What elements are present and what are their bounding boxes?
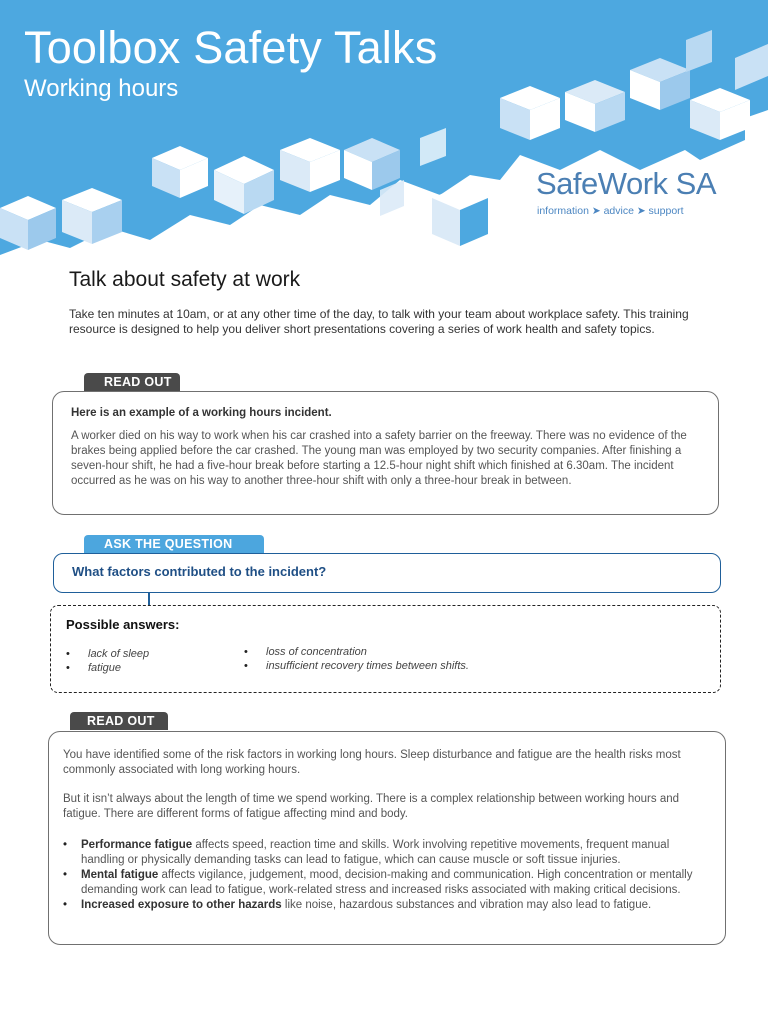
read-out-box-incident: [52, 391, 719, 515]
bullet-term: Mental fatigue: [81, 869, 159, 881]
safework-logo: [536, 166, 716, 217]
question-connector: [148, 592, 150, 606]
fatigue-paragraph-1: You have identified some of the risk factors in working long hours. Sleep disturbance and fatigue are the health risks most commonly associated with long working hours.: [63, 749, 681, 776]
incident-lead: Here is an example of a working hours incident.: [71, 407, 332, 419]
bullet-text: affects speed, reaction time and skills. Work involving repetitive movements, frequent manual handling or physically demanding tasks can lead to fatigue, which can cause muscle or soft tissue injuries.: [81, 839, 670, 866]
fatigue-paragraph-2: But it isn’t always about the length of time we spend working. There is a complex relationship between working hours and fatigue. There are different forms of fatigue affecting mind and body.: [63, 793, 680, 820]
answer-item: • loss of concentration: [244, 645, 469, 659]
logo-wordmark: SafeWork SA: [536, 166, 717, 201]
read-out-tab: READ OUT: [70, 712, 168, 730]
answer-item: • lack of sleep: [66, 647, 149, 661]
read-out-box-fatigue: [48, 731, 726, 945]
answer-item: • fatigue: [66, 661, 149, 675]
bullet-text: affects vigilance, judgement, mood, decision-making and communication. High concentration or mentally demanding work can lead to fatigue, work-related stress and increased risks associated with making critical decisions.: [81, 869, 693, 896]
read-out-tab: READ OUT: [84, 373, 180, 391]
page-subtitle: Working hours: [24, 75, 179, 102]
ask-question-tab: ASK THE QUESTION: [84, 535, 264, 554]
bullet-item: [63, 868, 703, 898]
section-title: Talk about safety at work: [69, 268, 301, 291]
incident-description: A worker died on his way to work when his car crashed into a safety barrier on the freeway. There was no evidence of the brakes being applied before the car crashed. The young man was employed by two security companies. After finishing a seven-hour shift, he had a five-hour break before starting a 12.5-hour night shift which finished at 6.30am. The incident occurred as he was on his way to another three-hour shift with only a three-hour break in between.: [71, 430, 687, 487]
question-box: [53, 553, 721, 593]
intro-paragraph: Take ten minutes at 10am, or at any other time of the day, to talk with your team about workplace safety. This training resource is designed to help you deliver short presentations covering a series of work health and safety topics.: [69, 307, 689, 336]
bullet-term: Increased exposure to other hazards: [81, 899, 282, 911]
header-banner: [0, 0, 768, 262]
possible-answers-box: [50, 605, 721, 693]
question-text: What factors contributed to the incident?: [72, 564, 327, 579]
bullet-item: [63, 838, 703, 868]
bullet-term: Performance fatigue: [81, 839, 193, 851]
logo-tagline: information ➤ advice ➤ support: [537, 205, 684, 217]
page-title: Toolbox Safety Talks: [24, 22, 438, 73]
bullet-text: like noise, hazardous substances and vibration may also lead to fatigue.: [281, 899, 652, 911]
possible-answers-heading: Possible answers:: [66, 617, 180, 632]
answers-left-list: [66, 647, 149, 675]
answer-item: • insufficient recovery times between shifts.: [244, 659, 469, 673]
fatigue-bullet-list: [63, 838, 703, 913]
answers-right-list: [244, 645, 469, 673]
bullet-item: [63, 898, 703, 913]
